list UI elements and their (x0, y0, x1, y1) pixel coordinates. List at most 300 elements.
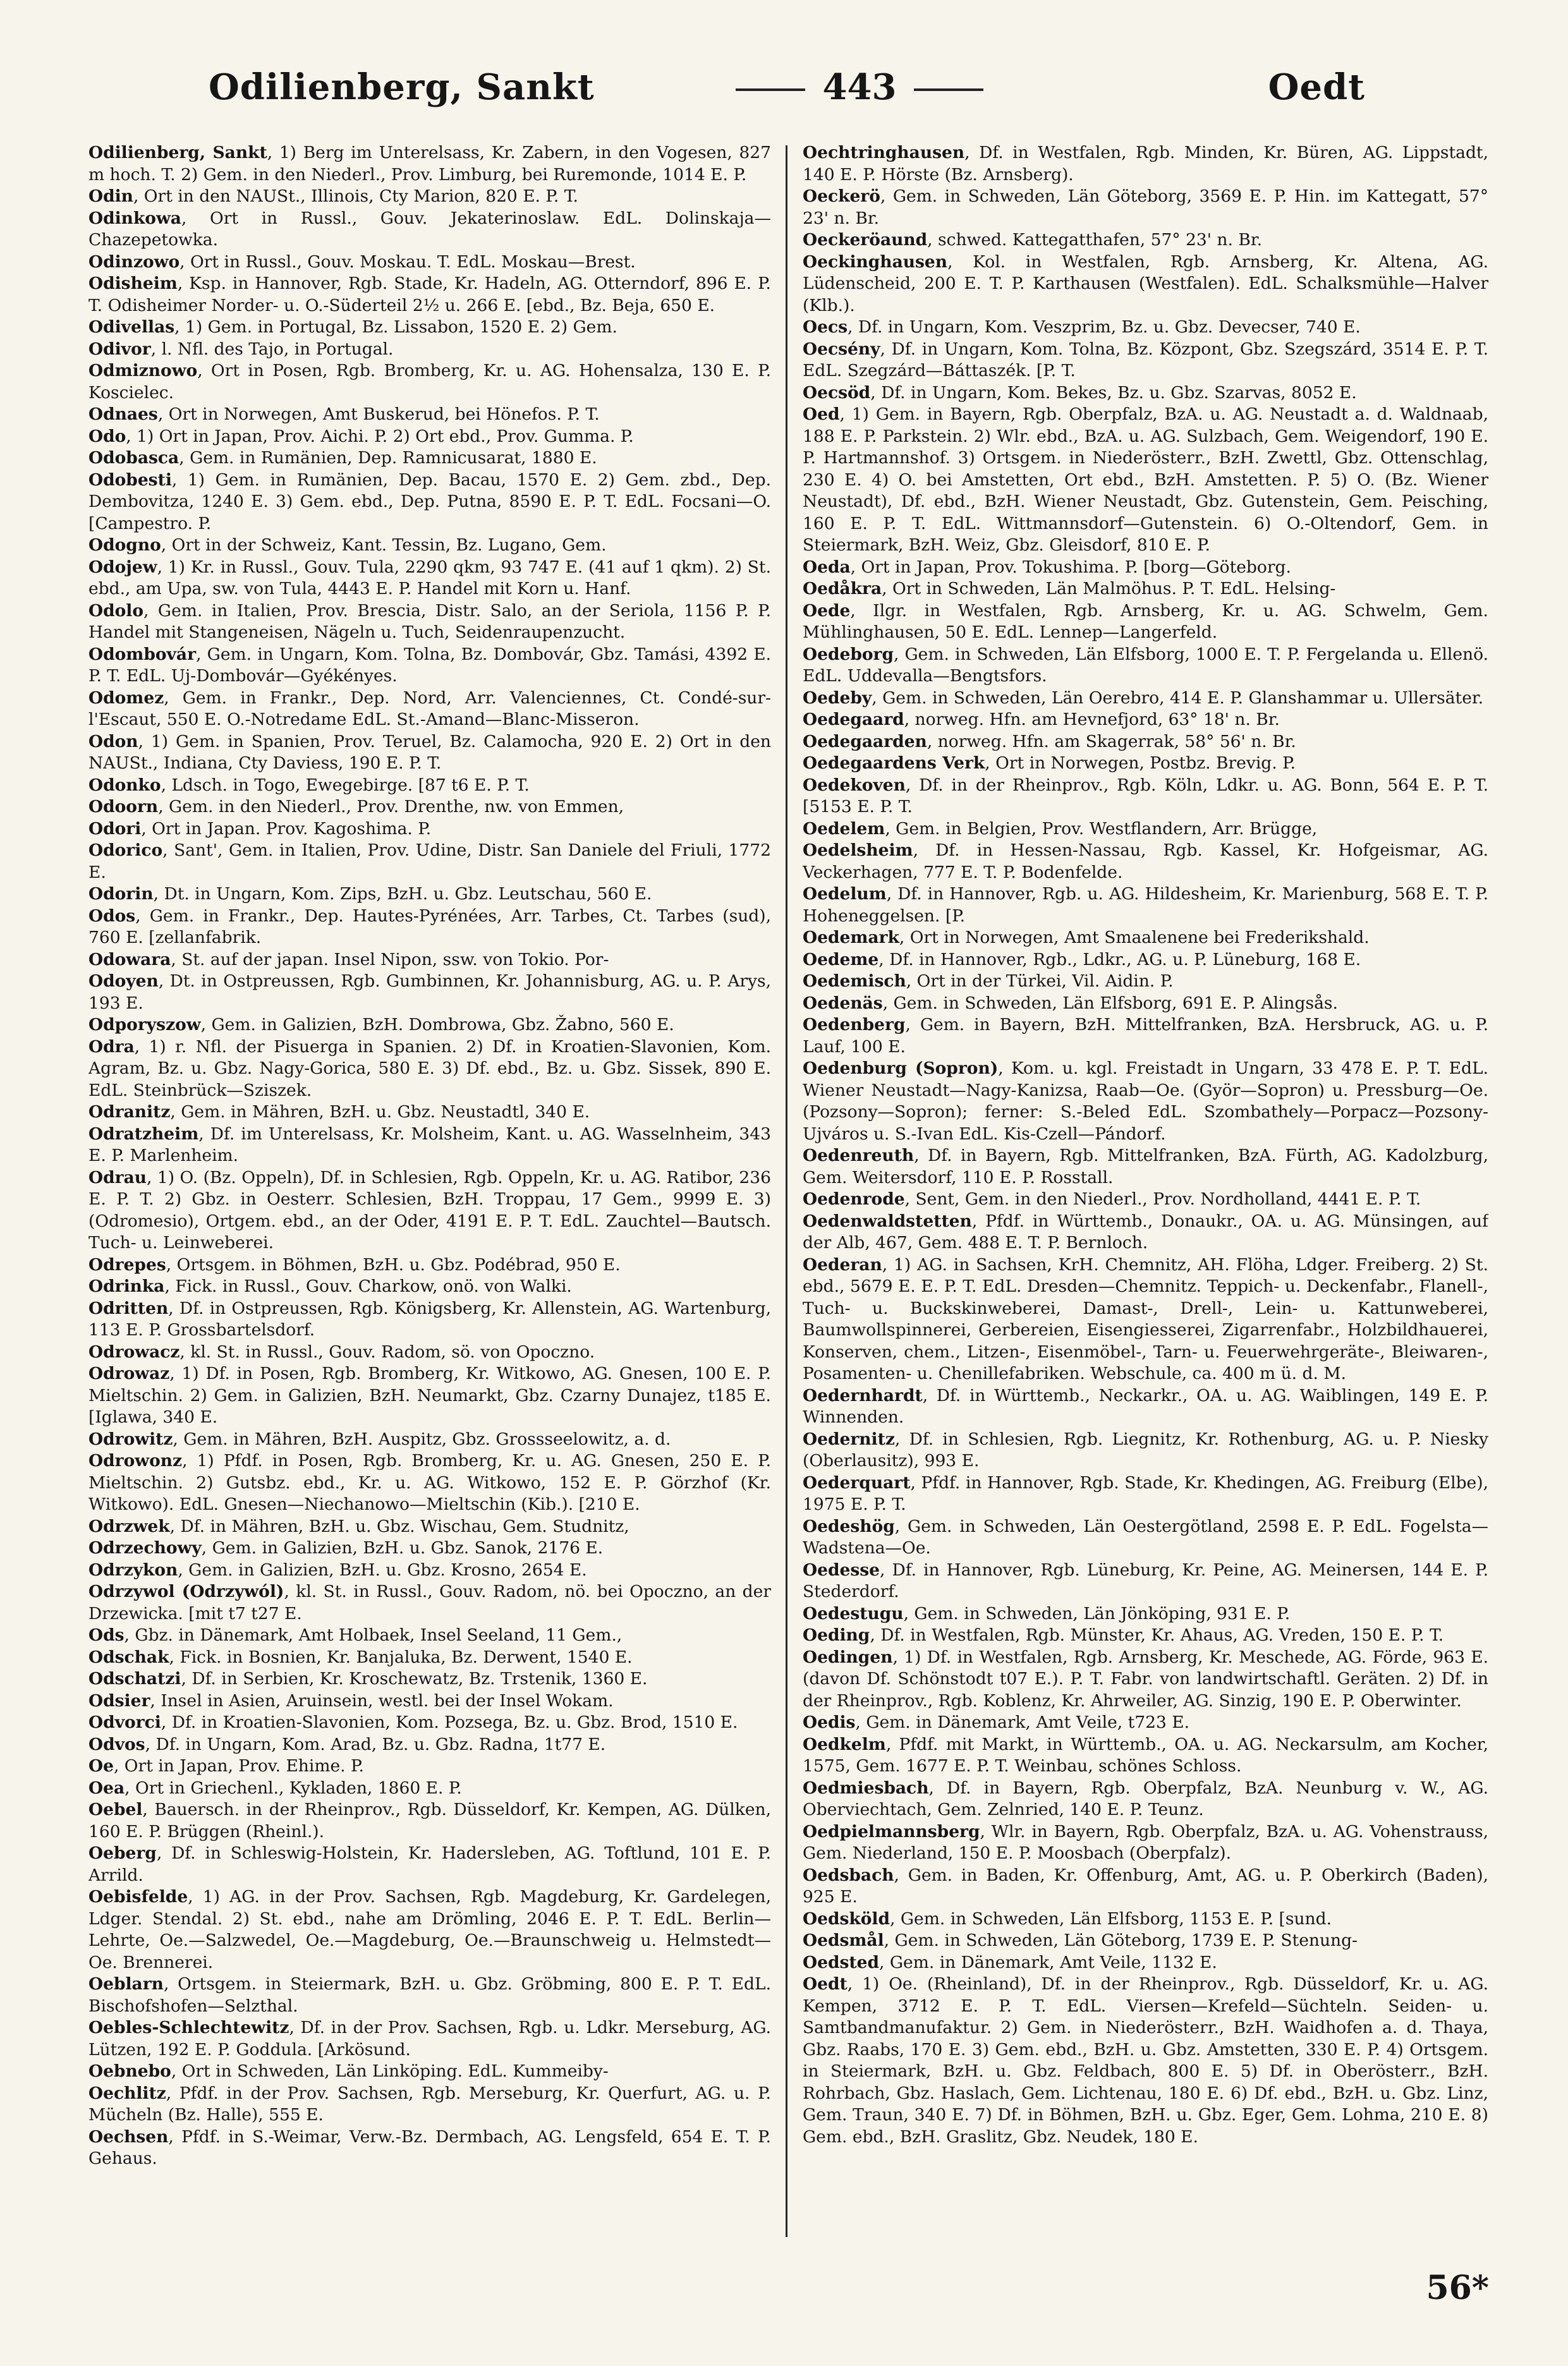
entry-headword: Oeding (803, 1625, 870, 1645)
entry-text: , Gem. in Dänemark, Amt Veile, t723 E. (855, 1713, 1190, 1732)
entry-text: , Fick. in Russl., Gouv. Charkow, onö. von Walki. (164, 1277, 572, 1296)
entry-text: , Gem. in Schweden, Län Jönköping, 931 E. P. (903, 1603, 1291, 1623)
entry-headword: Oedeme (803, 949, 879, 969)
entry-text: , Gem. in Rumänien, Dep. Ramnicusarat, 1880 E. (179, 448, 597, 468)
entry-text: , Ort in Schweden, Län Malmöhus. P. T. EdL. Helsing- (882, 579, 1336, 598)
entry-text: , 1) Ort in Japan, Prov. Aichi. P. 2) Ort ebd., Prov. Gumma. P. (126, 426, 634, 446)
gazetteer-entry (88, 1756, 771, 1778)
gazetteer-entry (88, 339, 771, 361)
gazetteer-entry (88, 731, 771, 775)
gazetteer-entry (88, 447, 771, 470)
entry-text: , Gem. in Mähren, BzH. u. Gbz. Neustadtl, 340 E. (170, 1102, 590, 1122)
entry-text: , Ort in der Schweiz, Kant. Tessin, Bz. Lugano, Gem. (161, 535, 607, 555)
entry-text: , norweg. Hfn. am Skagerrak, 58° 56' n. Br. (927, 731, 1296, 751)
page-number-block (695, 66, 1024, 108)
gazetteer-entry (803, 1647, 1488, 1713)
entry-text: , Gbz. in Dänemark, Amt Holbaek, Insel Seeland, 11 Gem., (124, 1625, 623, 1645)
gazetteer-entry (803, 1145, 1488, 1189)
gazetteer-entry (803, 252, 1488, 317)
page-number: 443 (822, 66, 897, 108)
gazetteer-entry (803, 1058, 1488, 1145)
entry-headword: Oechsen (88, 2126, 169, 2147)
entry-text: , Ort in Griechenl., Kykladen, 1860 E. P. (125, 1778, 462, 1798)
entry-headword: Odin (88, 186, 133, 206)
entry-headword: Oedelum (803, 884, 887, 904)
entry-text: , Pfdf. in S.-Weimar, Verw.-Bz. Dermbach, AG. Lengsfeld, 654 E. T. P. Gehaus. (88, 2126, 771, 2168)
entry-headword: Oedegaardens Verk (803, 753, 985, 773)
gazetteer-entry (88, 1124, 771, 1167)
entry-headword: Odrzechowy (88, 1538, 202, 1558)
entry-text: , Df. in Ungarn, Kom. Arad, Bz. u. Gbz. Radna, 1t77 E. (145, 1734, 606, 1754)
dash-left (736, 88, 805, 91)
entry-headword: Oedsbach (803, 1865, 894, 1885)
entry-text: , 1) Oe. (Rheinland), Df. in der Rheinprov., Rgb. Düsseldorf, Kr. u. AG. Kempen, 3712 E. P. T. EdL. Viersen—Krefeld—Süchteln. Seiden- u. Samtbandmanufaktur. 2) Gem. in Niederösterr., BzH. Waidhofen a. d. Thaya, Gbz. Raabs, 170 E. 3) Gem. ebd., BzH. u. Gbz. Amstetten, 330 E. P. 4) Ortsgem. in Steiermark, BzH. u. Gbz. Feldbach, 800 E. 5) Df. in Oberösterr., BzH. Rohrbach, Gbz. Haslach, Gem. Lichtenau, 180 E. 6) Df. ebd., BzH. u. Gbz. Linz, Gem. Traun, 340 E. 7) Df. in Böhmen, BzH. u. Gbz. Eger, Gem. Lohma, 210 E. 8) Gem. ebd., BzH. Graslitz, Gbz. Neudek, 180 E. (803, 1974, 1488, 2147)
gazetteer-entry (88, 1167, 771, 1254)
gazetteer-entry (88, 775, 771, 797)
entry-text: , Ldsch. in Togo, Ewegebirge. [87 t6 E. P. T. (161, 775, 530, 795)
gazetteer-entry (803, 1385, 1488, 1429)
gazetteer-entry (88, 317, 771, 339)
entry-headword: Oedegaard (803, 710, 904, 729)
gazetteer-entry (803, 1974, 1488, 2148)
running-head-left: Odilienberg, Sankt (209, 66, 595, 108)
gazetteer-entry (803, 382, 1488, 404)
entry-text: , Dt. in Ungarn, Kom. Zips, BzH. u. Gbz. Leutschau, 560 E. (153, 884, 652, 904)
right-column (803, 142, 1488, 2240)
gazetteer-entry (803, 1952, 1488, 1974)
entry-headword: Oedsköld (803, 1908, 890, 1929)
entry-text: , Df. in Schleswig-Holstein, Kr. Hadersleben, AG. Toftlund, 101 E. P. Arrild. (88, 1843, 771, 1885)
entry-headword: Oedenwaldstetten (803, 1211, 972, 1231)
entry-text: , Gem. in Dänemark, Amt Veile, 1132 E. (879, 1952, 1217, 1972)
entry-text: , Gem. in Schweden, Län Oerebro, 414 E. P. Glanshammar u. Ullersäter. (872, 688, 1484, 708)
left-column (88, 142, 771, 2240)
entry-headword: Oedesse (803, 1560, 880, 1580)
gazetteer-entry (803, 1865, 1488, 1908)
entry-headword: Odinkowa (88, 208, 181, 228)
gazetteer-entry (803, 1014, 1488, 1058)
entry-text: , Df. im Unterelsass, Kr. Molsheim, Kant. u. AG. Wasselnheim, 343 E. P. Marlenheim. (88, 1124, 771, 1165)
gazetteer-entry (803, 840, 1488, 883)
entry-text: , norweg. Hfn. am Hevnefjord, 63° 18' n. Br. (904, 710, 1280, 729)
printer-signature: 56* (1426, 2269, 1489, 2307)
entry-headword: Odvos (88, 1734, 145, 1754)
gazetteer-entry (803, 1516, 1488, 1560)
entry-text: , 1) Gem. in Rumänien, Dep. Bacau, 1570 E. 2) Gem. zbd., Dep. Dembovitza, 1240 E. 3) Gem. ebd., Dep. Putna, 8590 E. P. T. EdL. Focsani—O. [Campestro. P. (88, 470, 771, 533)
gazetteer-entry (88, 1014, 771, 1036)
gazetteer-entry (803, 927, 1488, 949)
entry-headword: Odrowonz (88, 1451, 183, 1471)
entry-text: , Df. in Hannover, Rgb., Ldkr., AG. u. P. Lüneburg, 168 E. (878, 949, 1361, 969)
entry-text: , kl. St. in Russl., Gouv. Radom, sö. von Opoczno. (179, 1342, 595, 1362)
entry-headword: Oeda (803, 557, 851, 577)
entry-text: , Ort in Posen, Rgb. Bromberg, Kr. u. AG. Hohensalza, 130 E. P. Koscielec. (88, 361, 771, 403)
entry-headword: Oechtringhausen (803, 143, 965, 162)
entry-headword: Oedmiesbach (803, 1778, 929, 1798)
entry-text: , Kom. u. kgl. Freistadt in Ungarn, 33 478 E. P. T. EdL. Wiener Neustadt—Nagy-Kanizsa, Raab—Oe. (Györ—Sopron) u. Pressburg—Oe. (Pozsony—Sopron); ferner: S.-Beled EdL. Szombathely—Porpacz—Pozsony-Ujváros u. S.-Ivan EdL. Kis-Czell—Pándorf. (803, 1059, 1488, 1144)
gazetteer-entry (88, 1342, 771, 1364)
gazetteer-entry (88, 142, 771, 186)
entry-text: , Gem. in Schweden, Län Elfsborg, 1153 E. P. [sund. (890, 1908, 1332, 1929)
entry-headword: Odranitz (88, 1102, 171, 1122)
entry-headword: Oea (88, 1778, 125, 1798)
entry-text: , Bauersch. in der Rheinprov., Rgb. Düsseldorf, Kr. Kempen, AG. Dülken, 160 E. P. Brüggen (Rheinl.). (88, 1800, 771, 1841)
gazetteer-entry (88, 1974, 771, 2017)
running-head-right: Oedt (1268, 66, 1365, 108)
entry-headword: Odrinka (88, 1277, 165, 1296)
entry-headword: Oeberg (88, 1843, 157, 1863)
entry-text: , Ort in Japan, Prov. Tokushima. P. [borg—Göteborg. (850, 557, 1291, 577)
gazetteer-entry (88, 1450, 771, 1516)
entry-text: , Gem. in Ungarn, Kom. Tolna, Bz. Dombovár, Gbz. Tamási, 4392 E. P. T. EdL. Uj-Dombovár—Gyékényes. (88, 644, 771, 686)
entry-headword: Odritten (88, 1298, 169, 1318)
gazetteer-entry (88, 1516, 771, 1538)
entry-text: , 1) O. (Bz. Oppeln), Df. in Schlesien, Rgb. Oppeln, Kr. u. AG. Ratibor, 236 E. P. T. 2) Gbz. in Oesterr. Schlesien, BzH. Troppau, 17 Gem., 9999 E. 3) (Odromesio), Ortgem. ebd., an der Oder, 4191 E. P. T. EdL. Zauchtel—Bautsch. Tuch- u. Leinweberei. (88, 1167, 771, 1253)
entry-text: , Kol. in Westfalen, Rgb. Arnsberg, Kr. Altena, AG. Lüdenscheid, 200 E. T. P. Karthausen (Westfalen). EdL. Schalksmühle—Halver (Klb.). (803, 252, 1488, 315)
gazetteer-entry (88, 1799, 771, 1843)
gazetteer-entry (88, 1843, 771, 1886)
gazetteer-entry (803, 949, 1488, 971)
entry-text: , Insel in Asien, Aruinsein, westl. bei der Insel Wokam. (150, 1690, 614, 1711)
entry-text: , Df. in Württemb., Neckarkr., OA. u. AG. Waiblingen, 149 E. P. Winnenden. (803, 1385, 1488, 1427)
entry-headword: Odrzykon (88, 1560, 178, 1580)
entry-headword: Odos (88, 906, 136, 926)
entry-headword: Oedemark (803, 928, 899, 947)
entry-text: , 1) Gem. in Bayern, Rgb. Oberpfalz, BzA. u. AG. Neustadt a. d. Waldnaab, 188 E. P. Parkstein. 2) Wlr. ebd., BzA. u. AG. Sulzbach, Gem. Weigendorf, 190 E. P. Hartmannshof. 3) Ortsgem. in Niederösterr., BzH. Zwettl, Gbz. Ottenschlag, 230 E. 4) O. bei Amstetten, Ort ebd., BzH. Amstetten. P. 5) O. (Bz. Wiener Neustadt), Df. ebd., BzH. Wiener Neustadt, Gbz. Gutenstein, Gem. Peisching, 160 E. P. T. EdL. Wittmannsdorf—Gutenstein. 6) O.-Oltendorf, Gem. in Steiermark, BzH. Weiz, Gbz. Gleisdorf, 810 E. P. (803, 404, 1488, 555)
gazetteer-entry (803, 600, 1488, 644)
gazetteer-entry (88, 1363, 771, 1429)
gazetteer-entry (803, 1930, 1488, 1952)
gazetteer-entry (88, 186, 771, 208)
entry-headword: Odrowaz (88, 1364, 170, 1383)
entry-text: , Df. in Mähren, BzH. u. Gbz. Wischau, Gem. Studnitz, (169, 1516, 629, 1536)
gazetteer-entry (88, 2061, 771, 2083)
entry-text: , kl. St. in Russl., Gouv. Radom, nö. bei Opoczno, an der Drzewicka. [mit t7 t27 E. (88, 1582, 771, 1623)
entry-text: , Gem. in Mähren, BzH. Auspitz, Gbz. Grossseelowitz, a. d. (173, 1429, 671, 1449)
gazetteer-entry (803, 1778, 1488, 1821)
gazetteer-entry (803, 1189, 1488, 1211)
gazetteer-entry (88, 818, 771, 840)
gazetteer-entry (88, 2083, 771, 2126)
entry-headword: Oeckinghausen (803, 252, 948, 272)
entry-headword: Odilienberg, Sankt (88, 143, 267, 162)
entry-text: , Df. in Westfalen, Rgb. Münster, Kr. Ahaus, AG. Vreden, 150 E. P. T. (870, 1625, 1444, 1645)
gazetteer-entry (88, 252, 771, 274)
gazetteer-entry (88, 840, 771, 883)
entry-headword: Oecsény (803, 339, 880, 359)
entry-headword: Oedsmål (803, 1931, 884, 1950)
entry-headword: Odporyszow (88, 1015, 201, 1034)
gazetteer-entry (803, 753, 1488, 775)
entry-text: , Gem. in Galizien, BzH. Dombrowa, Gbz. Žabno, 560 E. (200, 1015, 674, 1034)
entry-headword: Oedernhardt (803, 1385, 923, 1405)
entry-headword: Odoyen (88, 971, 159, 991)
entry-headword: Oedenberg (803, 1015, 906, 1034)
gazetteer-entry (803, 1472, 1488, 1516)
entry-text: , 1) AG. in Sachsen, KrH. Chemnitz, AH. Flöha, Ldger. Freiberg. 2) St. ebd., 5679 E. E. P. T. EdL. Dresden—Chemnitz. Teppich- u. Deckenfabr., Flanell-, Tuch- u. Buckskinweberei, Damast-, Drell-, Lein- u. Kattunweberei, Baumwollspinnerei, Gerbereien, Eisengiesserei, Zigarrenfabr., Holzbildhauerei, Konserven, chem., Litzen-, Eisenmöbel-, Tarn- u. Feuerwehrgeräte-, Bleiwaren-, Posamenten- u. Chenillefabriken. Webschule, ca. 400 m ü. d. M. (803, 1254, 1488, 1383)
entry-headword: Oed (803, 404, 840, 424)
entry-text: , Df. in Serbien, Kr. Kroschewatz, Bz. Trstenik, 1360 E. (181, 1669, 648, 1689)
entry-headword: Odra (88, 1036, 135, 1057)
entry-text: , Gem. in Bayern, BzH. Mittelfranken, BzA. Hersbruck, AG. u. P. Lauf, 100 E. (803, 1015, 1488, 1057)
entry-text: , Ort in Japan. Prov. Kagoshima. P. (141, 818, 432, 839)
gazetteer-entry (803, 1734, 1488, 1778)
entry-text: , Ilgr. in Westfalen, Rgb. Arnsberg, Kr. u. AG. Schwelm, Gem. Mühlinghausen, 50 E. EdL. Lennep—Langerfeld. (803, 600, 1488, 642)
gazetteer-entry (803, 709, 1488, 731)
column-rule (786, 145, 787, 2237)
entry-headword: Oede (803, 600, 851, 621)
gazetteer-entry (88, 535, 771, 557)
entry-text: , 1) Pfdf. in Posen, Rgb. Bromberg, Kr. u. AG. Gnesen, 250 E. P. Mieltschin. 2) Gutsbz. ebd., Kr. u. AG. Witkowo, 152 E. P. Görzhof (Kr. Witkowo). EdL. Gnesen—Niechanowo—Mieltschin (Kib.). [210 E. (88, 1451, 771, 1514)
gazetteer-entry (88, 1625, 771, 1647)
entry-headword: Odowara (88, 949, 171, 969)
gazetteer-entry (803, 688, 1488, 710)
entry-headword: Odojew (88, 557, 157, 577)
entry-text: , 1) Berg im Unterelsass, Kr. Zabern, in den Vogesen, 827 m hoch. T. 2) Gem. in den Niederl., Prov. Limburg, bei Ruremonde, 1014 E. P. (88, 143, 771, 185)
gazetteer-entry (88, 1647, 771, 1669)
page-header (209, 60, 1365, 130)
entry-headword: Odratzheim (88, 1124, 199, 1144)
gazetteer-entry (88, 1668, 771, 1690)
gazetteer-entry (88, 1254, 771, 1277)
entry-headword: Odrowacz (88, 1342, 180, 1362)
entry-headword: Odo (88, 426, 126, 446)
entry-text: , Gem. in Italien, Prov. Brescia, Distr. Salo, an der Seriola, 1156 P. P. Handel mit Stangeneisen, Nägeln u. Tuch, Seidenraupenzucht. (88, 600, 771, 642)
gazetteer-entry (88, 1298, 771, 1342)
entry-text: , Ort in Norwegen, Amt Buskerud, bei Hönefos. P. T. (157, 404, 600, 424)
gazetteer-entry (88, 2017, 771, 2061)
gazetteer-entry (803, 1625, 1488, 1647)
entry-text: , St. auf der japan. Insel Nipon, ssw. von Tokio. Por- (171, 949, 609, 969)
dash-right (914, 88, 983, 91)
entry-headword: Odrowitz (88, 1429, 173, 1449)
entry-headword: Oebnebo (88, 2061, 171, 2081)
entry-text: , Ort in Schweden, Län Linköping. EdL. Kummeiby- (171, 2061, 609, 2081)
entry-headword: Odogno (88, 535, 161, 555)
gazetteer-entry (88, 883, 771, 906)
gazetteer-entry (88, 644, 771, 688)
gazetteer-entry (88, 906, 771, 949)
entry-text: , Gem. in Schweden, Län Göteborg, 3569 E. P. Hin. im Kattegatt, 57° 23' n. Br. (803, 186, 1488, 228)
entry-headword: Oedis (803, 1713, 856, 1732)
entry-text: , Df. in Ungarn, Kom. Veszprim, Bz. u. Gbz. Devecser, 740 E. (848, 317, 1361, 337)
entry-headword: Odon (88, 731, 138, 751)
entry-text: , Df. in der Rheinprov., Rgb. Köln, Ldkr. u. AG. Bonn, 564 E. P. T. [5153 E. P. T. (803, 775, 1488, 816)
entry-text: , Gem. in Schweden, Län Oestergötland, 2598 E. P. EdL. Fogelsta—Wadstena—Oe. (803, 1516, 1488, 1558)
entry-headword: Oedåkra (803, 579, 882, 598)
entry-text: , Gem. in Frankr., Dep. Nord, Arr. Valenciennes, Ct. Condé-sur-l'Escaut, 550 E. O.-Notredame EdL. St.-Amand—Blanc-Misseron. (88, 688, 771, 729)
gazetteer-entry (88, 426, 771, 448)
entry-text: , Sent, Gem. in den Niederl., Prov. Nordholland, 4441 E. P. T. (904, 1189, 1421, 1209)
entry-text: , Sant', Gem. in Italien, Prov. Udine, Distr. San Daniele del Friuli, 1772 E. (88, 840, 771, 882)
entry-headword: Oedsted (803, 1952, 880, 1972)
entry-text: , l. Nfl. des Tajo, in Portugal. (150, 339, 394, 359)
gazetteer-entry (803, 1254, 1488, 1385)
entry-headword: Oedenäs (803, 993, 883, 1013)
gazetteer-entry (803, 971, 1488, 993)
entry-headword: Oedeshög (803, 1516, 895, 1536)
entry-headword: Oedelsheim (803, 840, 913, 860)
gazetteer-entry (88, 796, 771, 818)
entry-headword: Odobasca (88, 448, 179, 468)
gazetteer-entry (803, 1429, 1488, 1472)
entry-headword: Odisheim (88, 274, 178, 293)
gazetteer-entry (88, 273, 771, 317)
entry-text: , Gem. in Frankr., Dep. Hautes-Pyrénées, Arr. Tarbes, Ct. Tarbes (sud), 760 E. [zellanfabrik. (88, 906, 771, 947)
entry-text: , Gem. in Galizien, BzH. u. Gbz. Krosno, 2654 E. (178, 1560, 587, 1580)
entry-text: , Gem. in Galizien, BzH. u. Gbz. Sanok, 2176 E. (201, 1538, 604, 1558)
entry-headword: Ods (88, 1625, 125, 1645)
entry-headword: Oecs (803, 317, 848, 337)
entry-text: , Df. in Bayern, Rgb. Mittelfranken, BzA. Fürth, AG. Kadolzburg, Gem. Weitersdorf, 110 E. P. Rosstall. (803, 1146, 1488, 1187)
gazetteer-entry (803, 404, 1488, 557)
entry-text: , Df. in Ungarn, Kom. Tolna, Bz. Központ, Gbz. Szegszárd, 3514 E. P. T. EdL. Szegzárd—Báttaszék. [P. T. (803, 339, 1488, 380)
gazetteer-entry (88, 688, 771, 731)
gazetteer-entry (88, 1886, 771, 1974)
entry-text: , Dt. in Ostpreussen, Rgb. Gumbinnen, Kr. Johannisburg, AG. u. P. Arys, 193 E. (88, 971, 771, 1013)
entry-headword: Oedernitz (803, 1429, 895, 1449)
entry-headword: Oe (88, 1756, 114, 1776)
gazetteer-entry (803, 1211, 1488, 1254)
entry-headword: Oebisfelde (88, 1887, 188, 1907)
entry-text: , schwed. Kattegatthafen, 57° 23' n. Br. (927, 230, 1263, 250)
gazetteer-entry (803, 578, 1488, 600)
entry-headword: Odorico (88, 840, 163, 860)
entry-headword: Odivellas (88, 317, 175, 337)
entry-headword: Oeckerö (803, 186, 880, 206)
gazetteer-entry (803, 1712, 1488, 1734)
gazetteer-entry (88, 1538, 771, 1560)
entry-headword: Odvorci (88, 1713, 161, 1732)
entry-headword: Oeblarn (88, 1974, 164, 1994)
entry-text: , Df. in Schlesien, Rgb. Liegnitz, Kr. Rothenburg, AG. u. P. Niesky (Oberlausitz), 993 E. (803, 1429, 1488, 1471)
gazetteer-entry (803, 731, 1488, 753)
entry-text: , Pfdf. in der Prov. Sachsen, Rgb. Merseburg, Kr. Querfurt, AG. u. P. Mücheln (Bz. Halle), 555 E. (88, 2083, 771, 2125)
entry-headword: Oechlitz (88, 2083, 166, 2103)
entry-headword: Oederquart (803, 1472, 911, 1493)
entry-headword: Oedegaarden (803, 731, 927, 751)
entry-text: , Gem. in Belgien, Prov. Westflandern, Arr. Brügge, (885, 818, 1318, 839)
gazetteer-entry (88, 1036, 771, 1102)
entry-headword: Odivor (88, 339, 151, 359)
entry-headword: Oedeby (803, 688, 872, 708)
entry-text: , Pfdf. mit Markt, in Württemb., OA. u. AG. Neckarsulm, am Kocher, 1575, Gem. 1677 E. P. T. Weinbau, schönes Schloss. (803, 1734, 1488, 1776)
entry-text: , Df. in Kroatien-Slavonien, Kom. Pozsega, Bz. u. Gbz. Brod, 1510 E. (161, 1713, 738, 1732)
entry-headword: Oecsöd (803, 382, 871, 403)
gazetteer-entry (88, 470, 771, 535)
gazetteer-entry (88, 949, 771, 971)
gazetteer-entry (88, 600, 771, 644)
entry-text: , Gem. in Baden, Kr. Offenburg, Amt, AG. u. P. Oberkirch (Baden), 925 E. (803, 1865, 1488, 1907)
gazetteer-entry (88, 2126, 771, 2170)
entry-headword: Odschatzi (88, 1669, 181, 1689)
gazetteer-entry (803, 993, 1488, 1015)
gazetteer-entry (803, 644, 1488, 688)
entry-headword: Oebel (88, 1800, 143, 1819)
entry-text: , Pfdf. in Württemb., Donaukr., OA. u. AG. Münsingen, auf der Alb, 467, Gem. 488 E. T. P. Bernloch. (803, 1211, 1488, 1253)
entry-headword: Odinzowo (88, 252, 180, 272)
entry-headword: Oederan (803, 1254, 882, 1275)
entry-text: , Ort in der Türkei, Vil. Aidin. P. (906, 971, 1174, 991)
gazetteer-entry (803, 818, 1488, 840)
gazetteer-entry (88, 1778, 771, 1800)
entry-text: , Df. in Hannover, Rgb. Lüneburg, Kr. Peine, AG. Meinersen, 144 E. P. Stederdorf. (803, 1560, 1488, 1601)
entry-text: , Ort in den NAUSt., Illinois, Cty Marion, 820 E. P. T. (133, 186, 578, 206)
gazetteer-entry (803, 557, 1488, 579)
entry-headword: Odobesti (88, 470, 172, 490)
entry-text: , Ort in Russl., Gouv. Moskau. T. EdL. Moskau—Brest. (179, 252, 636, 272)
gazetteer-entry (803, 317, 1488, 339)
gazetteer-entry (803, 1908, 1488, 1931)
gazetteer-entry (803, 883, 1488, 927)
entry-headword: Odomez (88, 688, 164, 708)
entry-headword: Odnaes (88, 404, 158, 424)
gazetteer-entry (803, 1821, 1488, 1865)
entry-text: , Df. in Ungarn, Kom. Bekes, Bz. u. Gbz. Szarvas, 8052 E. (870, 382, 1357, 403)
entry-text: , Df. in Hannover, Rgb. u. AG. Hildesheim, Kr. Marienburg, 568 E. T. P. Hoheneggelsen. [P. (803, 884, 1488, 926)
entry-headword: Odonko (88, 775, 161, 795)
entry-text: , Ortsgem. in Böhmen, BzH. u. Gbz. Podébrad, 950 E. (166, 1254, 621, 1275)
entry-text: , Df. in der Prov. Sachsen, Rgb. u. Ldkr. Merseburg, AG. Lützen, 192 E. P. Goddula. [Arkösund. (88, 2018, 771, 2060)
entry-headword: Odmiznowo (88, 361, 198, 380)
entry-headword: Oeckeröaund (803, 230, 928, 250)
entry-text: , 1) Df. in Westfalen, Rgb. Arnsberg, Kr. Meschede, AG. Förde, 963 E. (davon Df. Schönstodt t07 E.). P. T. Fabr. von landwirtschaftl. Geräten. 2) Df. in der Rheinprov., Rgb. Koblenz, Kr. Ahrweiler, AG. Sinzig, 190 E. P. Oberwinter. (803, 1647, 1488, 1711)
entry-text: , Ksp. in Hannover, Rgb. Stade, Kr. Hadeln, AG. Otterndorf, 896 E. P. T. Odisheimer Norder- u. O.-Süderteil 2½ u. 266 E. [ebd., Bz. Beja, 650 E. (88, 274, 771, 315)
entry-headword: Odrzywol (Odrzywól) (88, 1582, 284, 1601)
entry-text: , 1) AG. in der Prov. Sachsen, Rgb. Magdeburg, Kr. Gardelegen, Ldger. Stendal. 2) St. ebd., nahe am Drömling, 2046 E. P. T. EdL. Berlin—Lehrte, Oe.—Salzwedel, Oe.—Magdeburg, Oe.—Braunschweig u. Helmstedt—Oe. Brennerei. (88, 1887, 771, 1972)
gazetteer-entry (88, 557, 771, 600)
gazetteer-entry (88, 1429, 771, 1451)
entry-headword: Oedenrode (803, 1189, 905, 1209)
entry-headword: Oedenreuth (803, 1146, 915, 1165)
gazetteer-entry (88, 404, 771, 426)
entry-headword: Oedt (803, 1974, 848, 1994)
entry-headword: Oedingen (803, 1647, 893, 1667)
gazetteer-entry (88, 1581, 771, 1625)
gazetteer-entry (803, 229, 1488, 252)
entry-headword: Oedelem (803, 818, 885, 839)
entry-text: , Gem. in Schweden, Län Elfsborg, 1000 E. T. P. Fergelanda u. Ellenö. EdL. Uddevalla—Bengtsfors. (803, 644, 1488, 686)
entry-headword: Odorin (88, 884, 154, 904)
gazetteer-entry (803, 186, 1488, 229)
entry-text: , 1) Gem. in Portugal, Bz. Lissabon, 1520 E. 2) Gem. (174, 317, 617, 337)
entry-text: , 1) r. Nfl. der Pisuerga in Spanien. 2) Df. in Kroatien-Slavonien, Kom. Agram, Bz. u. Gbz. Nagy-Gorica, 580 E. 3) Df. ebd., Bz. u. Gbz. Sissek, 890 E. EdL. Steinbrück—Sziszek. (88, 1036, 771, 1100)
entry-text: , 1) Gem. in Spanien, Prov. Teruel, Bz. Calamocha, 920 E. 2) Ort in den NAUSt., Indiana, Cty Daviess, 190 E. P. T. (88, 731, 771, 773)
entry-headword: Oedekoven (803, 775, 906, 795)
entry-headword: Oedkelm (803, 1734, 886, 1754)
entry-headword: Odrzwek (88, 1516, 170, 1536)
entry-text: , Ortsgem. in Steiermark, BzH. u. Gbz. Gröbming, 800 E. P. T. EdL. Bischofshofen—Selzthal. (88, 1974, 771, 2016)
entry-text: , Df. in Ostpreussen, Rgb. Königsberg, Kr. Allenstein, AG. Wartenburg, 113 E. P. Grossbartelsdorf. (88, 1298, 771, 1340)
entry-headword: Odschak (88, 1647, 169, 1667)
entry-headword: Odrau (88, 1167, 147, 1187)
gazetteer-entry (803, 1603, 1488, 1625)
entry-headword: Odori (88, 818, 142, 839)
gazetteer-entry (88, 1276, 771, 1298)
gazetteer-entry (88, 360, 771, 404)
gazetteer-entry (803, 775, 1488, 818)
entry-text: , Fick. in Bosnien, Kr. Banjaluka, Bz. Derwent, 1540 E. (169, 1647, 633, 1667)
entry-headword: Oedpielmannsberg (803, 1821, 980, 1841)
gazetteer-entry (88, 1734, 771, 1756)
entry-text: , Pfdf. in Hannover, Rgb. Stade, Kr. Khedingen, AG. Freiburg (Elbe), 1975 E. P. T. (803, 1472, 1488, 1514)
entry-headword: Odolo (88, 600, 144, 621)
gazetteer-entry (803, 1560, 1488, 1603)
gazetteer-entry (88, 1712, 771, 1734)
entry-headword: Odombovár (88, 644, 197, 664)
entry-text: , Ort in Japan, Prov. Ehime. P. (113, 1756, 364, 1776)
gazetteer-entry (88, 1101, 771, 1124)
